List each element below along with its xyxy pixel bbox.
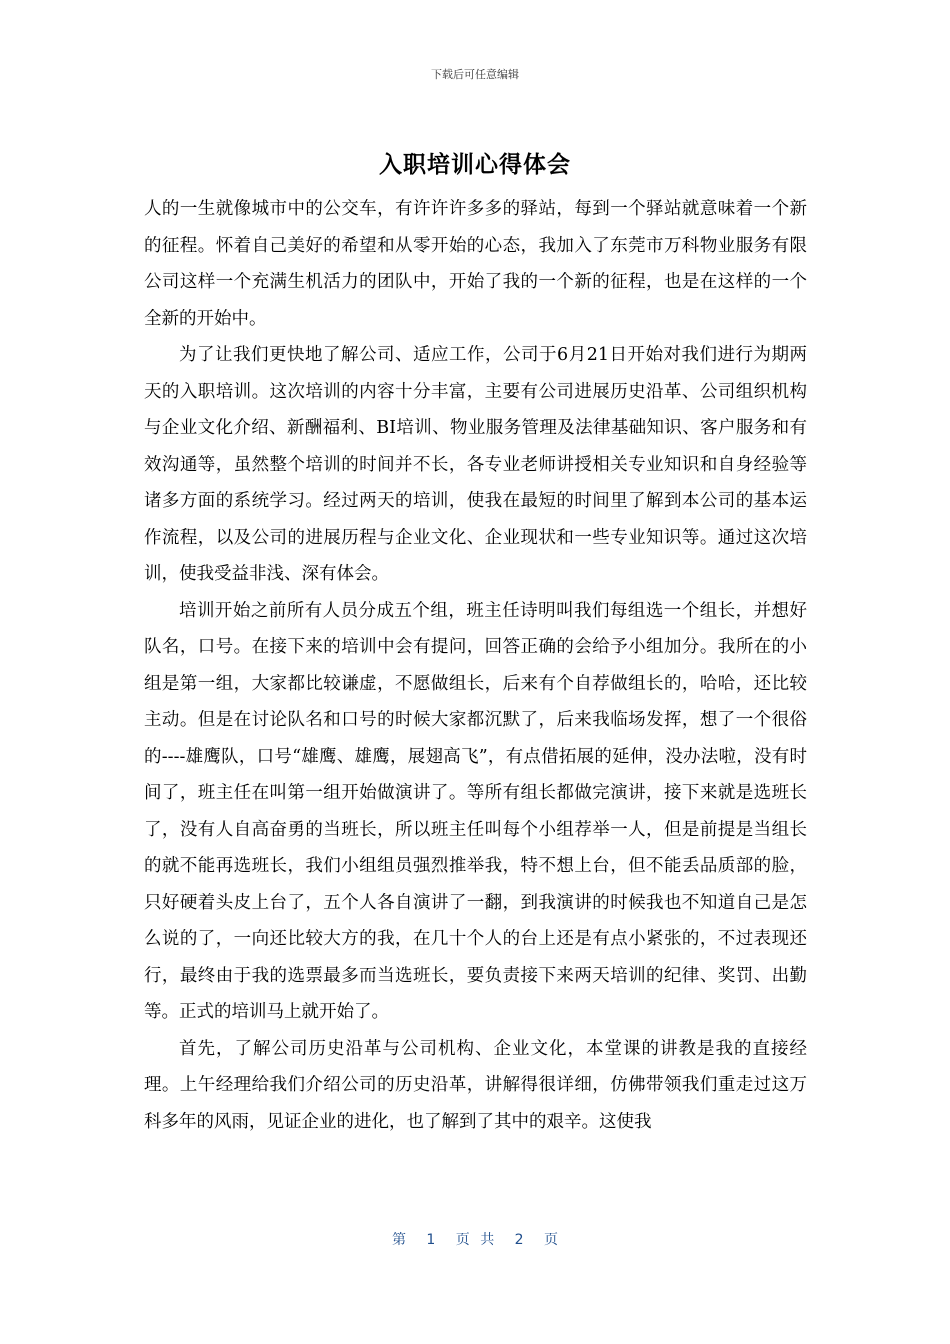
footer-word-pages-end: 页	[544, 1232, 559, 1248]
paragraph-1: 人的一生就像城市中的公交车，有许许许多多的驿站，每到一个驿站就意味着一个新的征程。怀着自己美好的希望和从零开始的心态，我加入了东莞市万科物业服务有限公司这样一个充满生机活力的团队中，开始了我的一个新的征程，也是在这样的一个全新的开始中。	[144, 199, 807, 329]
footer-word-page: 第	[391, 1232, 406, 1248]
header-note: 下载后可任意编辑	[431, 68, 519, 81]
paragraph-3: 培训开始之前所有人员分成五个组，班主任诗明叫我们每组选一个组长，并想好队名，口号。在接下来的培训中会有提问，回答正确的会给予小组加分。我所在的小组是第一组，大家都比较谦虚，不愿做组长，后来有个自荐做组长的，哈哈，还比较主动。但是在讨论队名和口号的时候大家都沉默了，后来我临场发挥，想了一个很俗的----雄鹰队，口号“雄鹰、雄鹰，展翅高飞”，有点借拓展的延伸，没办法啦，没有时间了，班主任在叫第一组开始做演讲了。等所有组长都做完演讲，接下来就是选班长了，没有人自高奋勇的当班长，所以班主任叫每个小组荐举一人，但是前提是当组长的就不能再选班长，我们小组组员强烈推举我，特不想上台，但不能丢品质部的脸，只好硬着头皮上台了，五个人各自演讲了一翻，到我演讲的时候我也不知道自己是怎么说的了，一向还比较大方的我，在几十个人的台上还是有点小紧张的，不过表现还行，最终由于我的选票最多而当选班长，要负责接下来两天培训的纪律、奖罚、出勤等。正式的培训马上就开始了。	[144, 600, 807, 1022]
document-title: 入职培训心得体会	[379, 152, 571, 178]
footer-current-page: 1	[426, 1232, 436, 1248]
footer-total-pages: 2	[514, 1232, 524, 1248]
paragraph-4: 首先，了解公司历史沿革与公司机构、企业文化，本堂课的讲教是我的直接经理。上午经理给我们介绍公司的历史沿革，讲解得很详细，仿佛带领我们重走过这万科多年的风雨，见证企业的进化，也了解到了其中的艰辛。这使我	[144, 1038, 807, 1132]
page-footer	[0, 1229, 950, 1249]
document-body	[144, 191, 807, 1140]
footer-word-of: 页 共	[455, 1232, 495, 1248]
paragraph-2: 为了让我们更快地了解公司、适应工作，公司于6月21日开始对我们进行为期两天的入职培训。这次培训的内容十分丰富，主要有公司进展历史沿革、公司组织机构与企业文化介绍、新酬福利、BI培训、物业服务管理及法律基础知识、客户服务和有效沟通等，虽然整个培训的时间并不长，各专业老师讲授相关专业知识和自身经验等诸多方面的系统学习。经过两天的培训，使我在最短的时间里了解到本公司的基本运作流程，以及公司的进展历程与企业文化、企业现状和一些专业知识等。通过这次培训，使我受益非浅、深有体会。	[144, 345, 807, 584]
